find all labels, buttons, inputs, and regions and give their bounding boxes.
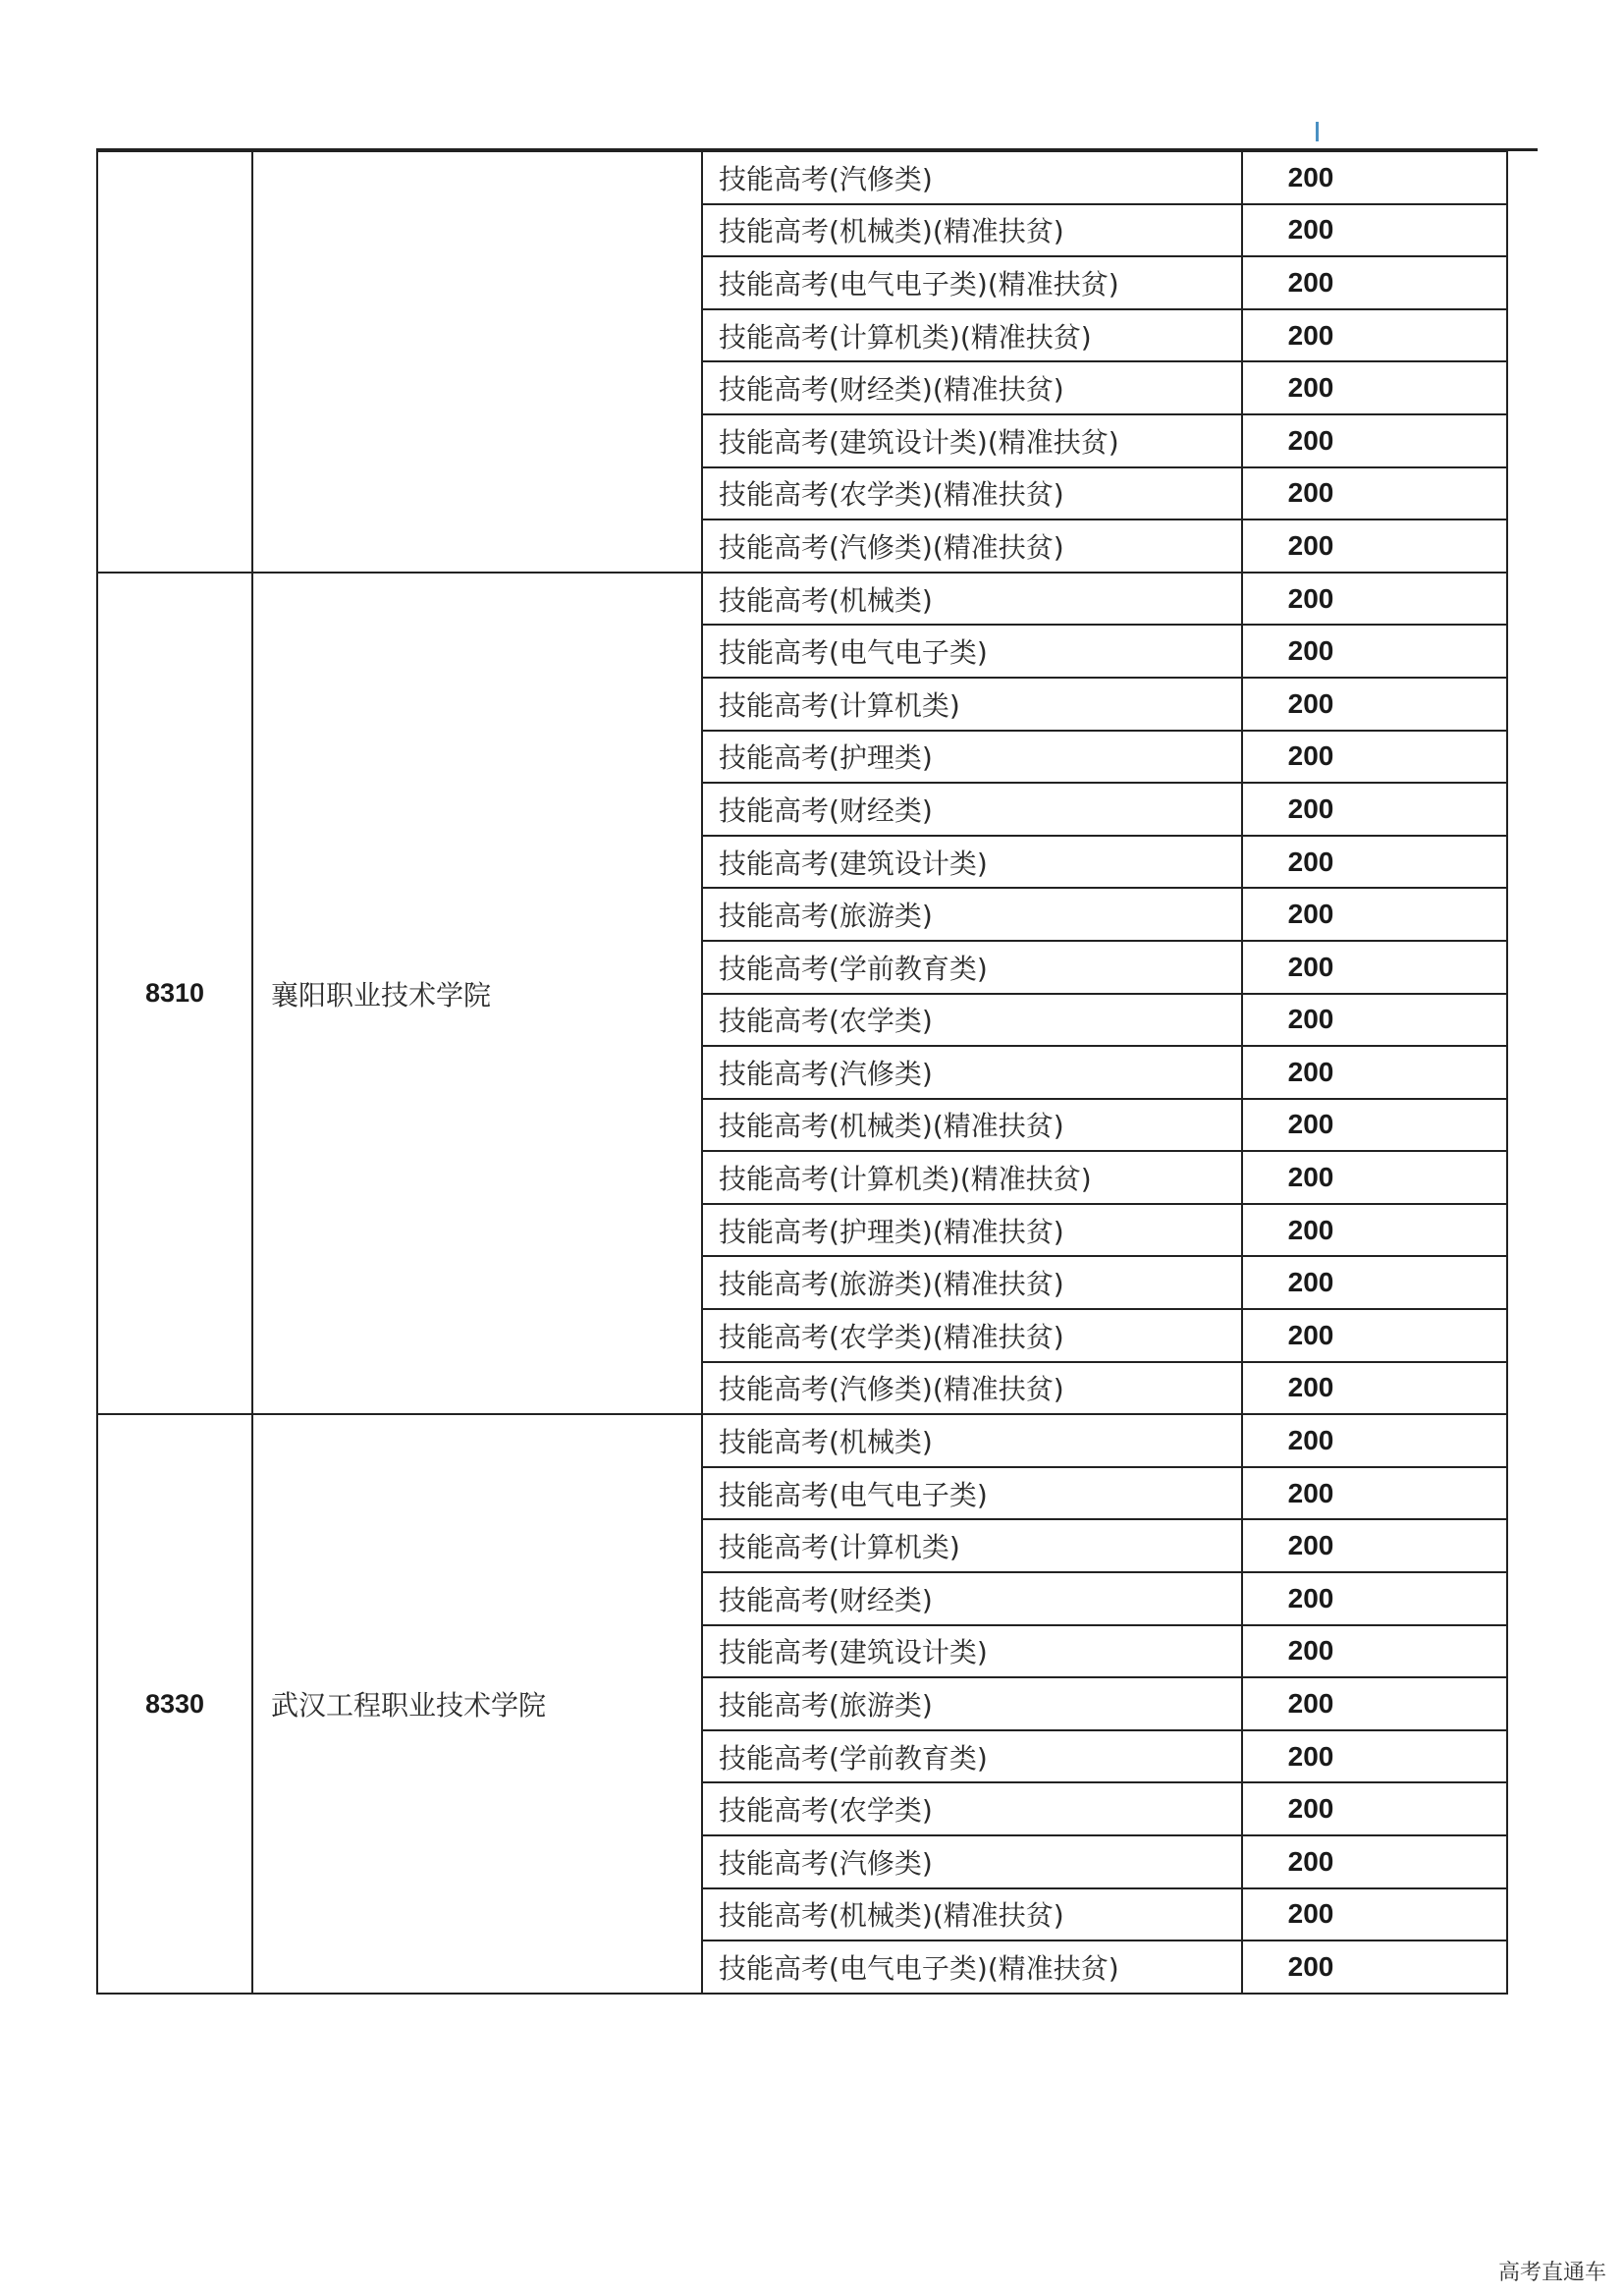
exam-category-cell: 技能高考(汽修类)(精准扶贫)	[702, 1362, 1242, 1415]
school-name-cell: 武汉工程职业技术学院	[252, 1414, 702, 1994]
score-cell: 200	[1242, 519, 1507, 573]
exam-category-cell: 技能高考(财经类)	[702, 783, 1242, 836]
exam-category-cell: 技能高考(学前教育类)	[702, 1730, 1242, 1783]
table-row	[97, 151, 1507, 204]
admission-score-table	[96, 150, 1508, 1995]
exam-category-cell: 技能高考(机械类)	[702, 1414, 1242, 1467]
score-cell: 200	[1242, 467, 1507, 520]
footer-watermark: 高考直通车	[1497, 2261, 1606, 2285]
score-cell: 200	[1242, 994, 1507, 1047]
score-cell: 200	[1242, 1151, 1507, 1204]
exam-category-cell: 技能高考(计算机类)	[702, 678, 1242, 731]
exam-category-cell: 技能高考(财经类)(精准扶贫)	[702, 361, 1242, 414]
score-cell: 200	[1242, 678, 1507, 731]
exam-category-cell: 技能高考(建筑设计类)(精准扶贫)	[702, 414, 1242, 467]
score-cell: 200	[1242, 836, 1507, 889]
school-code-cell	[97, 151, 252, 573]
score-cell: 200	[1242, 1467, 1507, 1520]
score-cell: 200	[1242, 1677, 1507, 1730]
score-cell: 200	[1242, 361, 1507, 414]
score-cell: 200	[1242, 625, 1507, 678]
score-cell: 200	[1242, 256, 1507, 309]
exam-category-cell: 技能高考(护理类)	[702, 731, 1242, 784]
exam-category-cell: 技能高考(农学类)	[702, 994, 1242, 1047]
exam-category-cell: 技能高考(学前教育类)	[702, 941, 1242, 994]
exam-category-cell: 技能高考(建筑设计类)	[702, 836, 1242, 889]
score-cell: 200	[1242, 1256, 1507, 1309]
exam-category-cell: 技能高考(旅游类)	[702, 1677, 1242, 1730]
exam-category-cell: 技能高考(机械类)(精准扶贫)	[702, 1888, 1242, 1941]
score-cell: 200	[1242, 783, 1507, 836]
score-cell: 200	[1242, 1362, 1507, 1415]
score-cell: 200	[1242, 888, 1507, 941]
exam-category-cell: 技能高考(计算机类)(精准扶贫)	[702, 1151, 1242, 1204]
exam-category-cell: 技能高考(机械类)	[702, 573, 1242, 626]
exam-category-cell: 技能高考(汽修类)	[702, 151, 1242, 204]
exam-category-cell: 技能高考(建筑设计类)	[702, 1625, 1242, 1678]
score-cell: 200	[1242, 1414, 1507, 1467]
score-cell: 200	[1242, 309, 1507, 362]
school-code-cell: 8310	[97, 573, 252, 1415]
school-name-cell: 襄阳职业技术学院	[252, 573, 702, 1415]
score-cell: 200	[1242, 1099, 1507, 1152]
score-cell: 200	[1242, 204, 1507, 257]
exam-category-cell: 技能高考(机械类)(精准扶贫)	[702, 1099, 1242, 1152]
exam-category-cell: 技能高考(电气电子类)	[702, 1467, 1242, 1520]
exam-category-cell: 技能高考(机械类)(精准扶贫)	[702, 204, 1242, 257]
score-cell: 200	[1242, 941, 1507, 994]
exam-category-cell: 技能高考(电气电子类)	[702, 625, 1242, 678]
score-cell: 200	[1242, 1782, 1507, 1835]
exam-category-cell: 技能高考(电气电子类)(精准扶贫)	[702, 1941, 1242, 1994]
exam-category-cell: 技能高考(汽修类)	[702, 1046, 1242, 1099]
exam-category-cell: 技能高考(农学类)	[702, 1782, 1242, 1835]
score-cell: 200	[1242, 731, 1507, 784]
score-cell: 200	[1242, 1941, 1507, 1994]
school-code-cell: 8330	[97, 1414, 252, 1994]
score-cell: 200	[1242, 1519, 1507, 1572]
score-cell: 200	[1242, 1625, 1507, 1678]
exam-category-cell: 技能高考(计算机类)(精准扶贫)	[702, 309, 1242, 362]
score-cell: 200	[1242, 1572, 1507, 1625]
exam-category-cell: 技能高考(财经类)	[702, 1572, 1242, 1625]
score-cell: 200	[1242, 1888, 1507, 1941]
exam-category-cell: 技能高考(旅游类)(精准扶贫)	[702, 1256, 1242, 1309]
exam-category-cell: 技能高考(电气电子类)(精准扶贫)	[702, 256, 1242, 309]
page-marker	[1316, 122, 1319, 141]
table-row	[97, 573, 1507, 626]
table-body	[97, 151, 1507, 1994]
exam-category-cell: 技能高考(农学类)(精准扶贫)	[702, 467, 1242, 520]
exam-category-cell: 技能高考(汽修类)(精准扶贫)	[702, 519, 1242, 573]
score-cell: 200	[1242, 151, 1507, 204]
school-name-cell	[252, 151, 702, 573]
exam-category-cell: 技能高考(旅游类)	[702, 888, 1242, 941]
exam-category-cell: 技能高考(护理类)(精准扶贫)	[702, 1204, 1242, 1257]
score-cell: 200	[1242, 414, 1507, 467]
score-cell: 200	[1242, 1046, 1507, 1099]
score-cell: 200	[1242, 1730, 1507, 1783]
exam-category-cell: 技能高考(计算机类)	[702, 1519, 1242, 1572]
score-cell: 200	[1242, 1835, 1507, 1888]
score-cell: 200	[1242, 1204, 1507, 1257]
score-cell: 200	[1242, 1309, 1507, 1362]
score-cell: 200	[1242, 573, 1507, 626]
exam-category-cell: 技能高考(农学类)(精准扶贫)	[702, 1309, 1242, 1362]
exam-category-cell: 技能高考(汽修类)	[702, 1835, 1242, 1888]
table-row	[97, 1414, 1507, 1467]
